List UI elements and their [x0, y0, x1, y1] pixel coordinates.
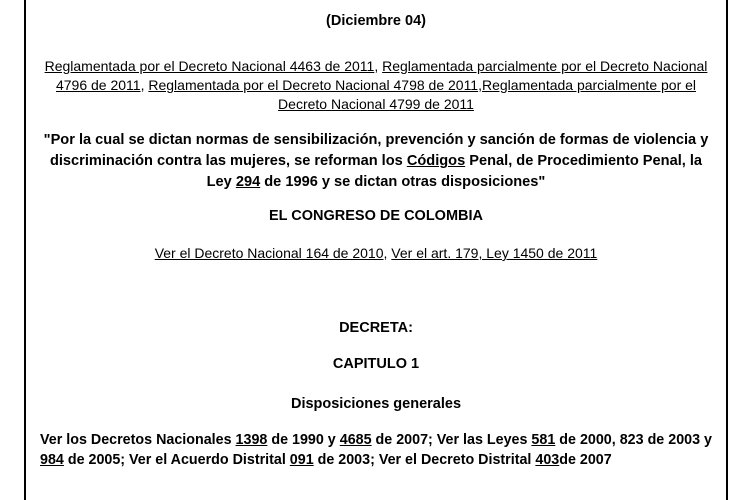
chapter-title: Disposiciones generales [290, 396, 462, 412]
see-decrees-text: de 1990 y [267, 432, 340, 448]
regulation-link-4798[interactable]: Reglamentada por el Decreto Nacional 4798 de 2011 [148, 77, 479, 93]
see-decrees-text: de 2007; Ver las Leyes [371, 432, 532, 448]
regulation-separator: , [140, 77, 149, 93]
ley-581-link[interactable]: 581 [531, 432, 556, 448]
see-decrees-text: de 2007 [559, 452, 612, 468]
decreto-4685-link[interactable]: 4685 [339, 432, 372, 448]
regulations-paragraph [40, 57, 712, 114]
law-title-text: "Por la cual se dictan normas de sensibilización, prevención y sanción de formas de violencia y discriminación contra las mujeres, se reforman los [43, 132, 709, 169]
see-decrees-paragraph [40, 430, 712, 470]
see-decrees-text: de 2005; Ver el Acuerdo Distrital [63, 452, 290, 468]
law-title-text: de 1996 y se dictan otras disposiciones" [260, 174, 546, 190]
see-decrees-text: Ver los Decretos Nacionales [40, 432, 236, 448]
ley-1450-link[interactable]: Ver el art. 179, Ley 1450 de 2011 [391, 245, 598, 261]
frame-left-border [24, 0, 26, 500]
regulation-link-4799[interactable]: Reglamentada parcialmente por el Decreto Nacional 4799 de 2011 [278, 77, 697, 112]
law-title-text: Penal, de Procedimiento Penal, la Ley [206, 153, 703, 190]
see-also-paragraph [40, 243, 712, 263]
decreta-heading: DECRETA: [339, 320, 413, 336]
regulation-link-4463[interactable]: Reglamentada por el Decreto Nacional 4463 de 2011 [44, 58, 375, 74]
chapter-heading: CAPITULO 1 [332, 356, 420, 372]
decreto-1398-link[interactable]: 1398 [235, 432, 268, 448]
regulation-separator: , [374, 58, 383, 74]
regulation-link-4796[interactable]: Reglamentada parcialmente por el Decreto Nacional 4796 de 2011 [55, 58, 708, 93]
issuer-heading: EL CONGRESO DE COLOMBIA [268, 208, 484, 224]
decreto-164-link[interactable]: Ver el Decreto Nacional 164 de 2010 [154, 245, 384, 261]
law-title [40, 130, 712, 193]
see-decrees-text: de 2000, [555, 432, 620, 448]
ley-984-link[interactable]: 984 [40, 452, 64, 468]
regulation-separator: , [478, 77, 482, 93]
see-also-separator: , [383, 245, 392, 261]
decreto-403-link[interactable]: 403 [535, 452, 560, 468]
date-heading: (Diciembre 04) [326, 13, 426, 29]
ley-823-text: 823 [619, 432, 644, 448]
see-decrees-text: de 2003 y [643, 432, 712, 448]
see-decrees-text: de 2003; Ver el Decreto Distrital [313, 452, 536, 468]
codigos-link[interactable]: Códigos [406, 153, 466, 169]
acuerdo-091-link[interactable]: 091 [289, 452, 314, 468]
ley-294-link[interactable]: 294 [235, 174, 261, 190]
frame-right-border [726, 0, 728, 500]
